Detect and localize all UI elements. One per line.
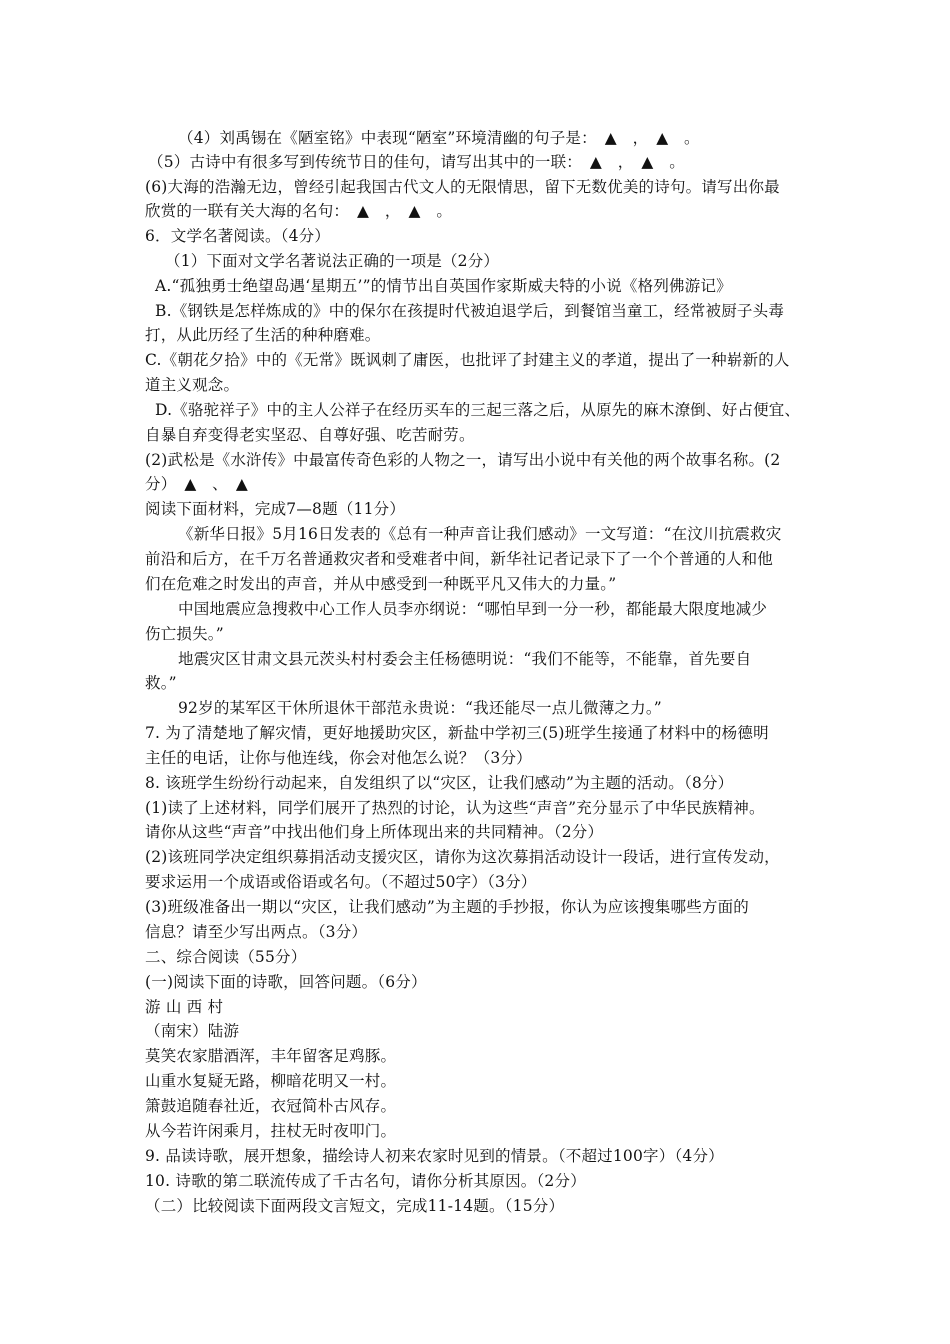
material-paragraph-1-line-1: 《新华日报》5月16日发表的《总有一种声音让我们感动》一文写道：“在汶川抗震救灾 (178, 525, 782, 543)
question-8-1-line-2: 请你从这些“声音”中找出他们身上所体现出来的共同精神。（2分） (145, 823, 604, 841)
material-paragraph-2-line-2: 伤亡损失。” (145, 625, 224, 643)
option-c-line-2: 道主义观念。 (145, 376, 240, 394)
reading-instruction: 阅读下面材料，完成7—8题（11分） (145, 500, 406, 518)
material-paragraph-4: 92岁的某军区干休所退休干部范永贵说：“我还能尽一点儿微薄之力。” (178, 699, 662, 717)
material-paragraph-3-line-1: 地震灾区甘肃文县元茨头村村委会主任杨德明说：“我们不能等，不能靠，首先要自 (178, 650, 752, 668)
option-d-line-2: 自暴自弃变得老实坚忍、自尊好强、吃苦耐劳。 (145, 426, 475, 444)
question-8-1-line-1: (1)读了上述材料，同学们展开了热烈的讨论，认为这些“声音”充分显示了中华民族精神。 (145, 799, 765, 817)
question-7-line-1: 7. 为了清楚地了解灾情，更好地援助灾区，新盐中学初三(5)班学生接通了材料中的杨德明 (145, 724, 769, 742)
question-6-heading: 6．文学名著阅读。（4分） (145, 227, 331, 245)
subsection-1-heading: (一)阅读下面的诗歌，回答问题。（6分） (145, 973, 427, 991)
question-8-3-line-1: (3)班级准备出一期以“灾区，让我们感动”为主题的手抄报，你认为应该搜集哪些方面的 (145, 898, 750, 916)
poem-line-2: 山重水复疑无路，柳暗花明又一村。 (145, 1072, 397, 1090)
question-8-2-line-1: (2)该班同学决定组织募捐活动支援灾区，请你为这次募捐活动设计一段话，进行宣传发动， (145, 848, 780, 866)
section-2-heading: 二、综合阅读（55分） (145, 948, 307, 966)
poem-author: （南宋）陆游 (145, 1022, 240, 1040)
option-b-line-1: B.《钢铁是怎样炼成的》中的保尔在孩提时代被迫退学后，到餐馆当童工，经常被厨子头毒 (155, 302, 785, 320)
option-a: A.“孤独勇士绝望岛遇‘星期五’”的情节出自英国作家斯威夫特的小说《格列佛游记》 (155, 277, 732, 295)
poem-line-4: 从今若许闲乘月，拄杖无时夜叩门。 (145, 1122, 397, 1140)
question-10: 10. 诗歌的第二联流传成了千古名句，请你分析其原因。（2分） (145, 1172, 586, 1190)
question-9: 9. 品读诗歌，展开想象，描绘诗人初来农家时见到的情景。（不超过100字）（4分） (145, 1147, 724, 1165)
material-paragraph-1-line-2: 前沿和后方，在千万名普通救灾者和受难者中间，新华社记者记录下了一个个普通的人和他 (145, 550, 774, 568)
poem-line-1: 莫笑农家腊酒浑，丰年留客足鸡豚。 (145, 1047, 397, 1065)
item-6-line-1: (6)大海的浩瀚无边，曾经引起我国古代文人的无限情思，留下无数优美的诗句。请写出你最 (145, 178, 780, 196)
item-4-line: （4）刘禹锡在《陋室铭》中表现“陋室”环境清幽的句子是： ▲ ， ▲ 。 (178, 129, 700, 147)
item-6-line-2: 欣赏的一联有关大海的名句： ▲ ， ▲ 。 (145, 202, 453, 220)
subsection-2-heading: （二）比较阅读下面两段文言短文，完成11-14题。（15分） (145, 1197, 565, 1215)
material-paragraph-1-line-3: 们在危难之时发出的声音，并从中感受到一种既平凡又伟大的力量。” (145, 575, 617, 593)
poem-line-3: 箫鼓追随春社近，衣冠简朴古风存。 (145, 1097, 397, 1115)
option-b-line-2: 打，从此历经了生活的种种磨难。 (145, 326, 381, 344)
poem-title: 游 山 西 村 (145, 998, 224, 1016)
question-8-3-line-2: 信息？请至少写出两点。（3分） (145, 923, 368, 941)
question-6-1: （1）下面对文学名著说法正确的一项是（2分） (165, 252, 500, 270)
question-8-heading: 8. 该班学生纷纷行动起来，自发组织了以“灾区，让我们感动”为主题的活动。（8分） (145, 774, 734, 792)
option-c-line-1: C.《朝花夕拾》中的《无常》既讽刺了庸医，也批评了封建主义的孝道，提出了一种崭新的人 (145, 351, 790, 369)
option-d-line-1: D.《骆驼祥子》中的主人公祥子在经历买车的三起三落之后，从原先的麻木潦倒、好占便宜、 (155, 401, 801, 419)
question-6-2-line-2: 分） ▲ 、 ▲ (145, 475, 248, 493)
material-paragraph-3-line-2: 救。” (145, 674, 177, 692)
question-8-2-line-2: 要求运用一个成语或俗语或名句。（不超过50字）（3分） (145, 873, 537, 891)
question-6-2-line-1: (2)武松是《水浒传》中最富传奇色彩的人物之一，请写出小说中有关他的两个故事名称。(2 (145, 451, 781, 469)
material-paragraph-2-line-1: 中国地震应急搜救中心工作人员李亦纲说：“哪怕早到一分一秒，都能最大限度地减少 (178, 600, 768, 618)
question-7-line-2: 主任的电话，让你与他连线，你会对他怎么说？（3分） (145, 749, 532, 767)
item-5-line: （5）古诗中有很多写到传统节日的佳句，请写出其中的一联： ▲ ， ▲ 。 (148, 153, 685, 171)
